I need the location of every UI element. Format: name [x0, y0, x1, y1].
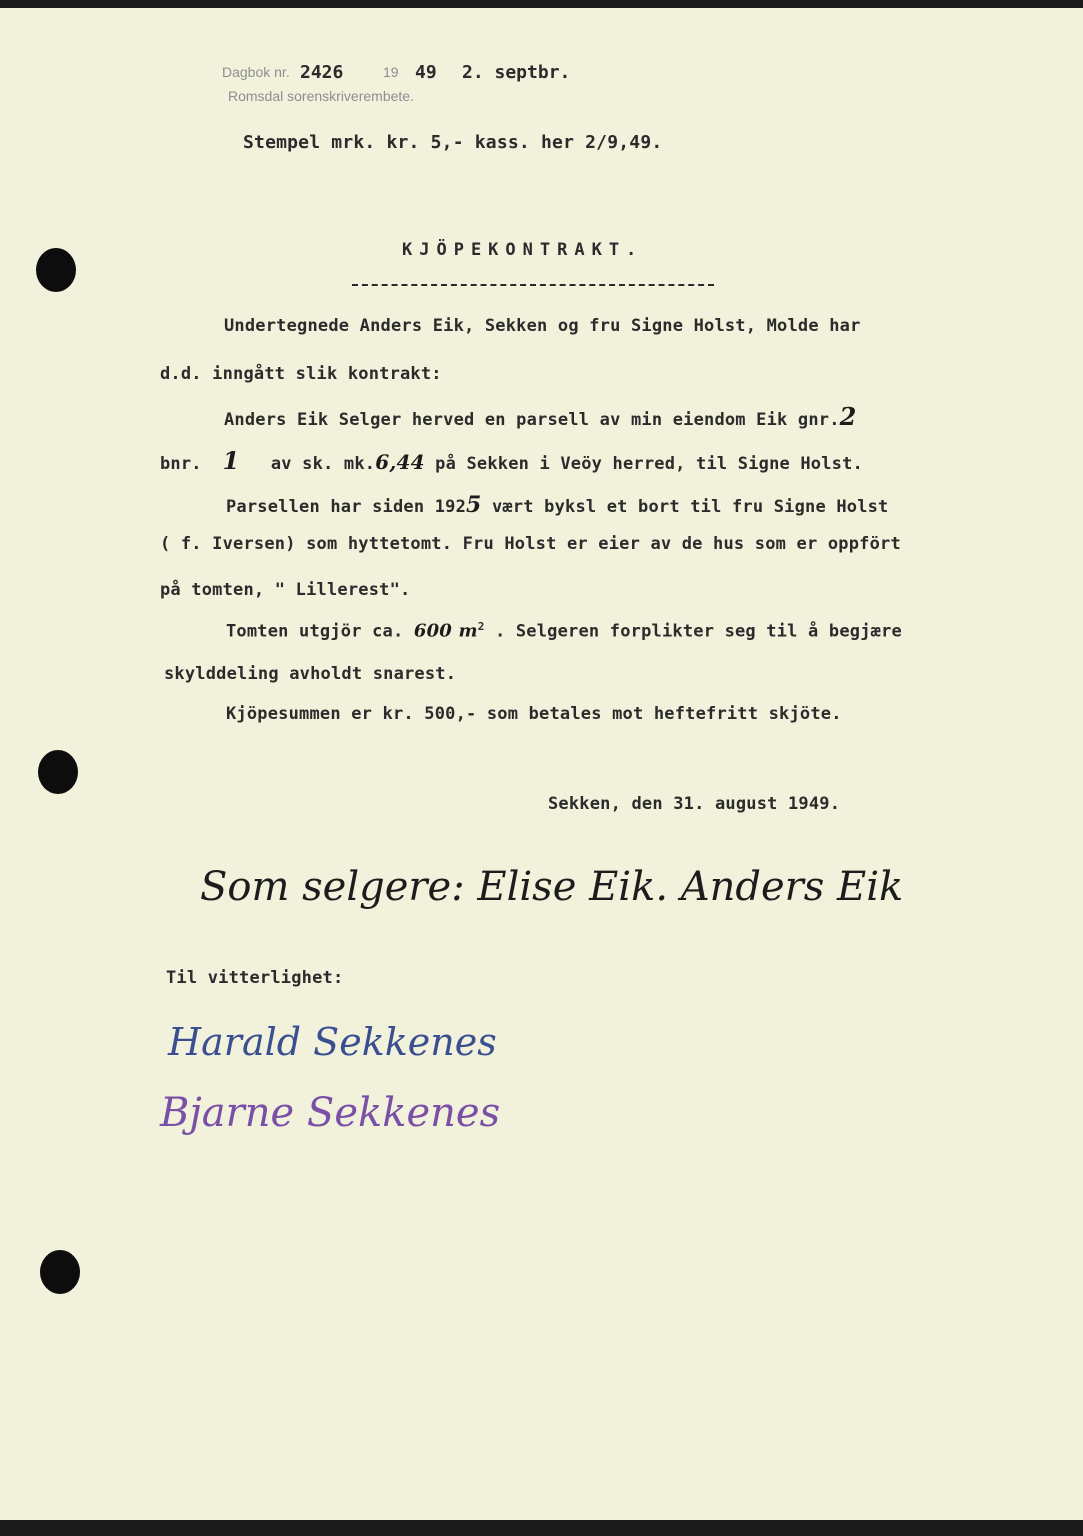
stamp-date: 2. septbr. [462, 62, 571, 83]
body-line-5: Parsellen har siden 1925 vært byksl et bort til fru Signe Holst [226, 492, 889, 518]
document-title: KJÖPEKONTRAKT. [402, 240, 644, 260]
seller-signatures: Som selgere: Elise Eik. Anders Eik [200, 864, 904, 910]
place-date-line: Sekken, den 31. august 1949. [548, 794, 841, 814]
document-page [0, 8, 1083, 1520]
stamp-prefix: Dagbok nr. [222, 64, 290, 80]
body-line-3: Anders Eik Selger herved en parsell av min eiendom Eik gnr.2 [224, 402, 857, 431]
witness-signature-1: Harald Sekkenes [168, 1020, 497, 1064]
handwritten-gnr: 2 [839, 402, 857, 431]
body-line-1: Undertegnede Anders Eik, Sekken og fru Signe Holst, Molde har [224, 316, 861, 336]
handwritten-year-digit: 5 [466, 492, 482, 518]
stempel-line: Stempel mrk. kr. 5,- kass. her 2/9,49. [243, 132, 663, 153]
stamp-year: 49 [415, 62, 437, 83]
handwritten-area: 600 m [413, 620, 478, 642]
body-line-9: skylddeling avholdt snarest. [164, 664, 457, 684]
stamp-number: 2426 [300, 62, 344, 83]
body-line-6: ( f. Iversen) som hyttetomt. Fru Holst er eier av de hus som er oppfört [160, 534, 901, 554]
punch-hole [38, 750, 78, 794]
handwritten-bnr: 1 [222, 446, 240, 475]
witness-signature-2: Bjarne Sekkenes [160, 1090, 501, 1136]
area-superscript: 2 [477, 620, 485, 633]
stamp-year-prefix: 19 [383, 64, 399, 80]
body-line-7: på tomten, " Lillerest". [160, 580, 411, 600]
stamp-office: Romsdal sorenskriverembete. [228, 88, 414, 104]
title-underline [352, 284, 714, 286]
body-line-2: d.d. inngått slik kontrakt: [160, 364, 442, 384]
body-line-8: Tomten utgjör ca. 600 $m^2$ . Selgeren forplikter seg til å begjære [226, 620, 902, 642]
body-line-4: bnr. 1 av sk. mk.6,44 på Sekken i Veöy herred, til Signe Holst. [160, 446, 863, 475]
witness-label: Til vitterlighet: [166, 968, 344, 988]
handwritten-skyld: 6,44 [375, 450, 425, 474]
punch-hole [36, 248, 76, 292]
body-line-10: Kjöpesummen er kr. 500,- som betales mot heftefritt skjöte. [226, 704, 842, 724]
punch-hole [40, 1250, 80, 1294]
